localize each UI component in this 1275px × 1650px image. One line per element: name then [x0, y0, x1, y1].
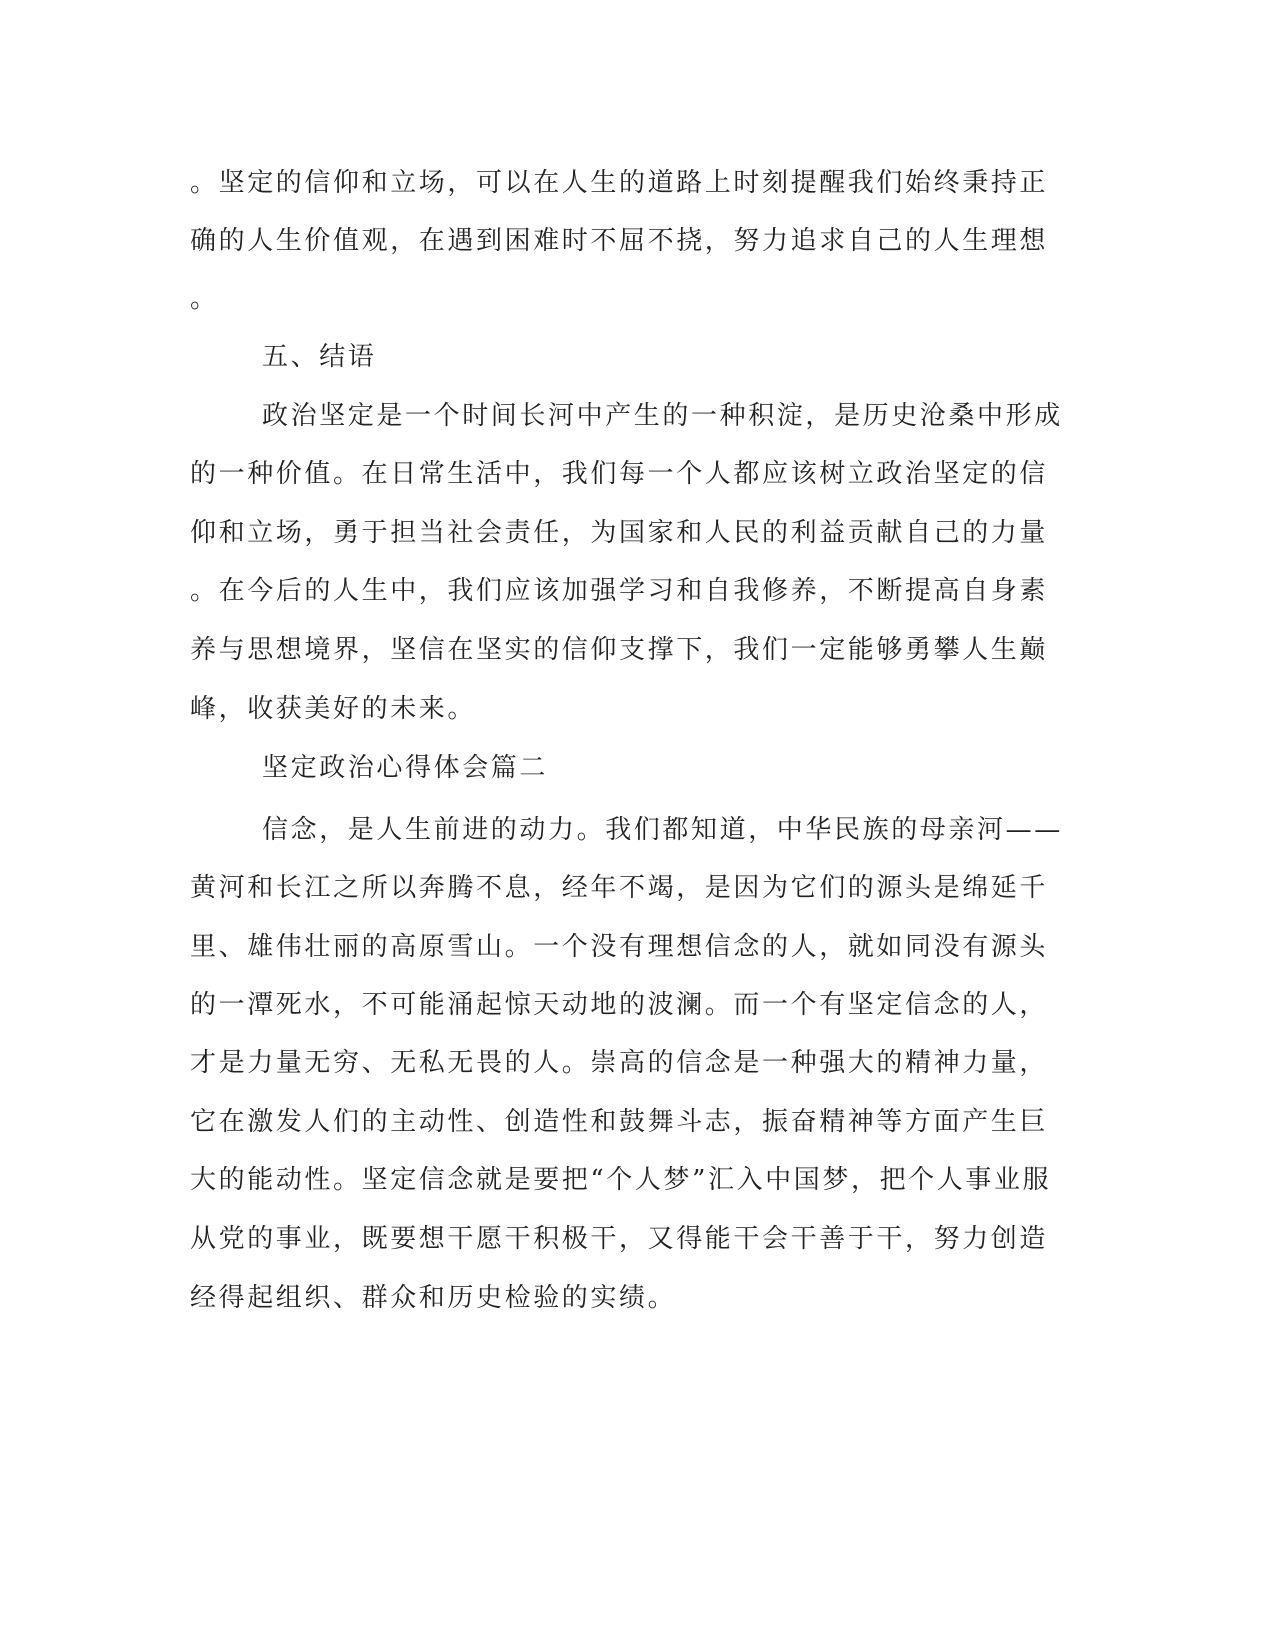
paragraph-line: 峰，收获美好的未来。 [190, 694, 477, 724]
paragraph-line: 信念，是人生前进的动力。我们都知道，中华民族的母亲河—— [262, 815, 1063, 845]
paragraph-line: 政治坚定是一个时间长河中产生的一种积淀，是历史沧桑中形成 [262, 401, 1063, 431]
paragraph-line: 仰和立场，勇于担当社会责任，为国家和人民的利益贡献自己的力量 [190, 518, 1049, 548]
section-heading: 五、结语 [262, 342, 377, 372]
paragraph-line: 确的人生价值观，在遇到困难时不屈不挠，努力追求自己的人生理想 [190, 226, 1049, 256]
paragraph-line: 。坚定的信仰和立场，可以在人生的道路上时刻提醒我们始终秉持正 [190, 168, 1049, 198]
paragraph-line: 养与思想境界，坚信在坚实的信仰支撑下，我们一定能够勇攀人生巅 [190, 635, 1049, 665]
paragraph-line: 大的能动性。坚定信念就是要把“个人梦”汇入中国梦，把个人事业服 [190, 1165, 1052, 1195]
paragraph-line: 。在今后的人生中，我们应该加强学习和自我修养，不断提高自身素 [190, 576, 1049, 606]
paragraph-line: 它在激发人们的主动性、创造性和鼓舞斗志，振奋精神等方面产生巨 [190, 1107, 1049, 1137]
paragraph-line: 从党的事业，既要想干愿干积极干，又得能干会干善于干，努力创造 [190, 1224, 1049, 1254]
paragraph-line: 才是力量无穷、无私无畏的人。崇高的信念是一种强大的精神力量， [190, 1048, 1049, 1078]
paragraph-line: 的一种价值。在日常生活中，我们每一个人都应该树立政治坚定的信 [190, 459, 1049, 489]
paragraph-line: 的一潭死水，不可能涌起惊天动地的波澜。而一个有坚定信念的人， [190, 990, 1049, 1020]
paragraph-line: 经得起组织、群众和历史检验的实绩。 [190, 1283, 677, 1313]
paragraph-line: 。 [190, 284, 219, 314]
section-heading: 坚定政治心得体会篇二 [262, 753, 549, 783]
paragraph-line: 里、雄伟壮丽的高原雪山。一个没有理想信念的人，就如同没有源头 [190, 932, 1049, 962]
paragraph-line: 黄河和长江之所以奔腾不息，经年不竭，是因为它们的源头是绵延千 [190, 873, 1049, 903]
